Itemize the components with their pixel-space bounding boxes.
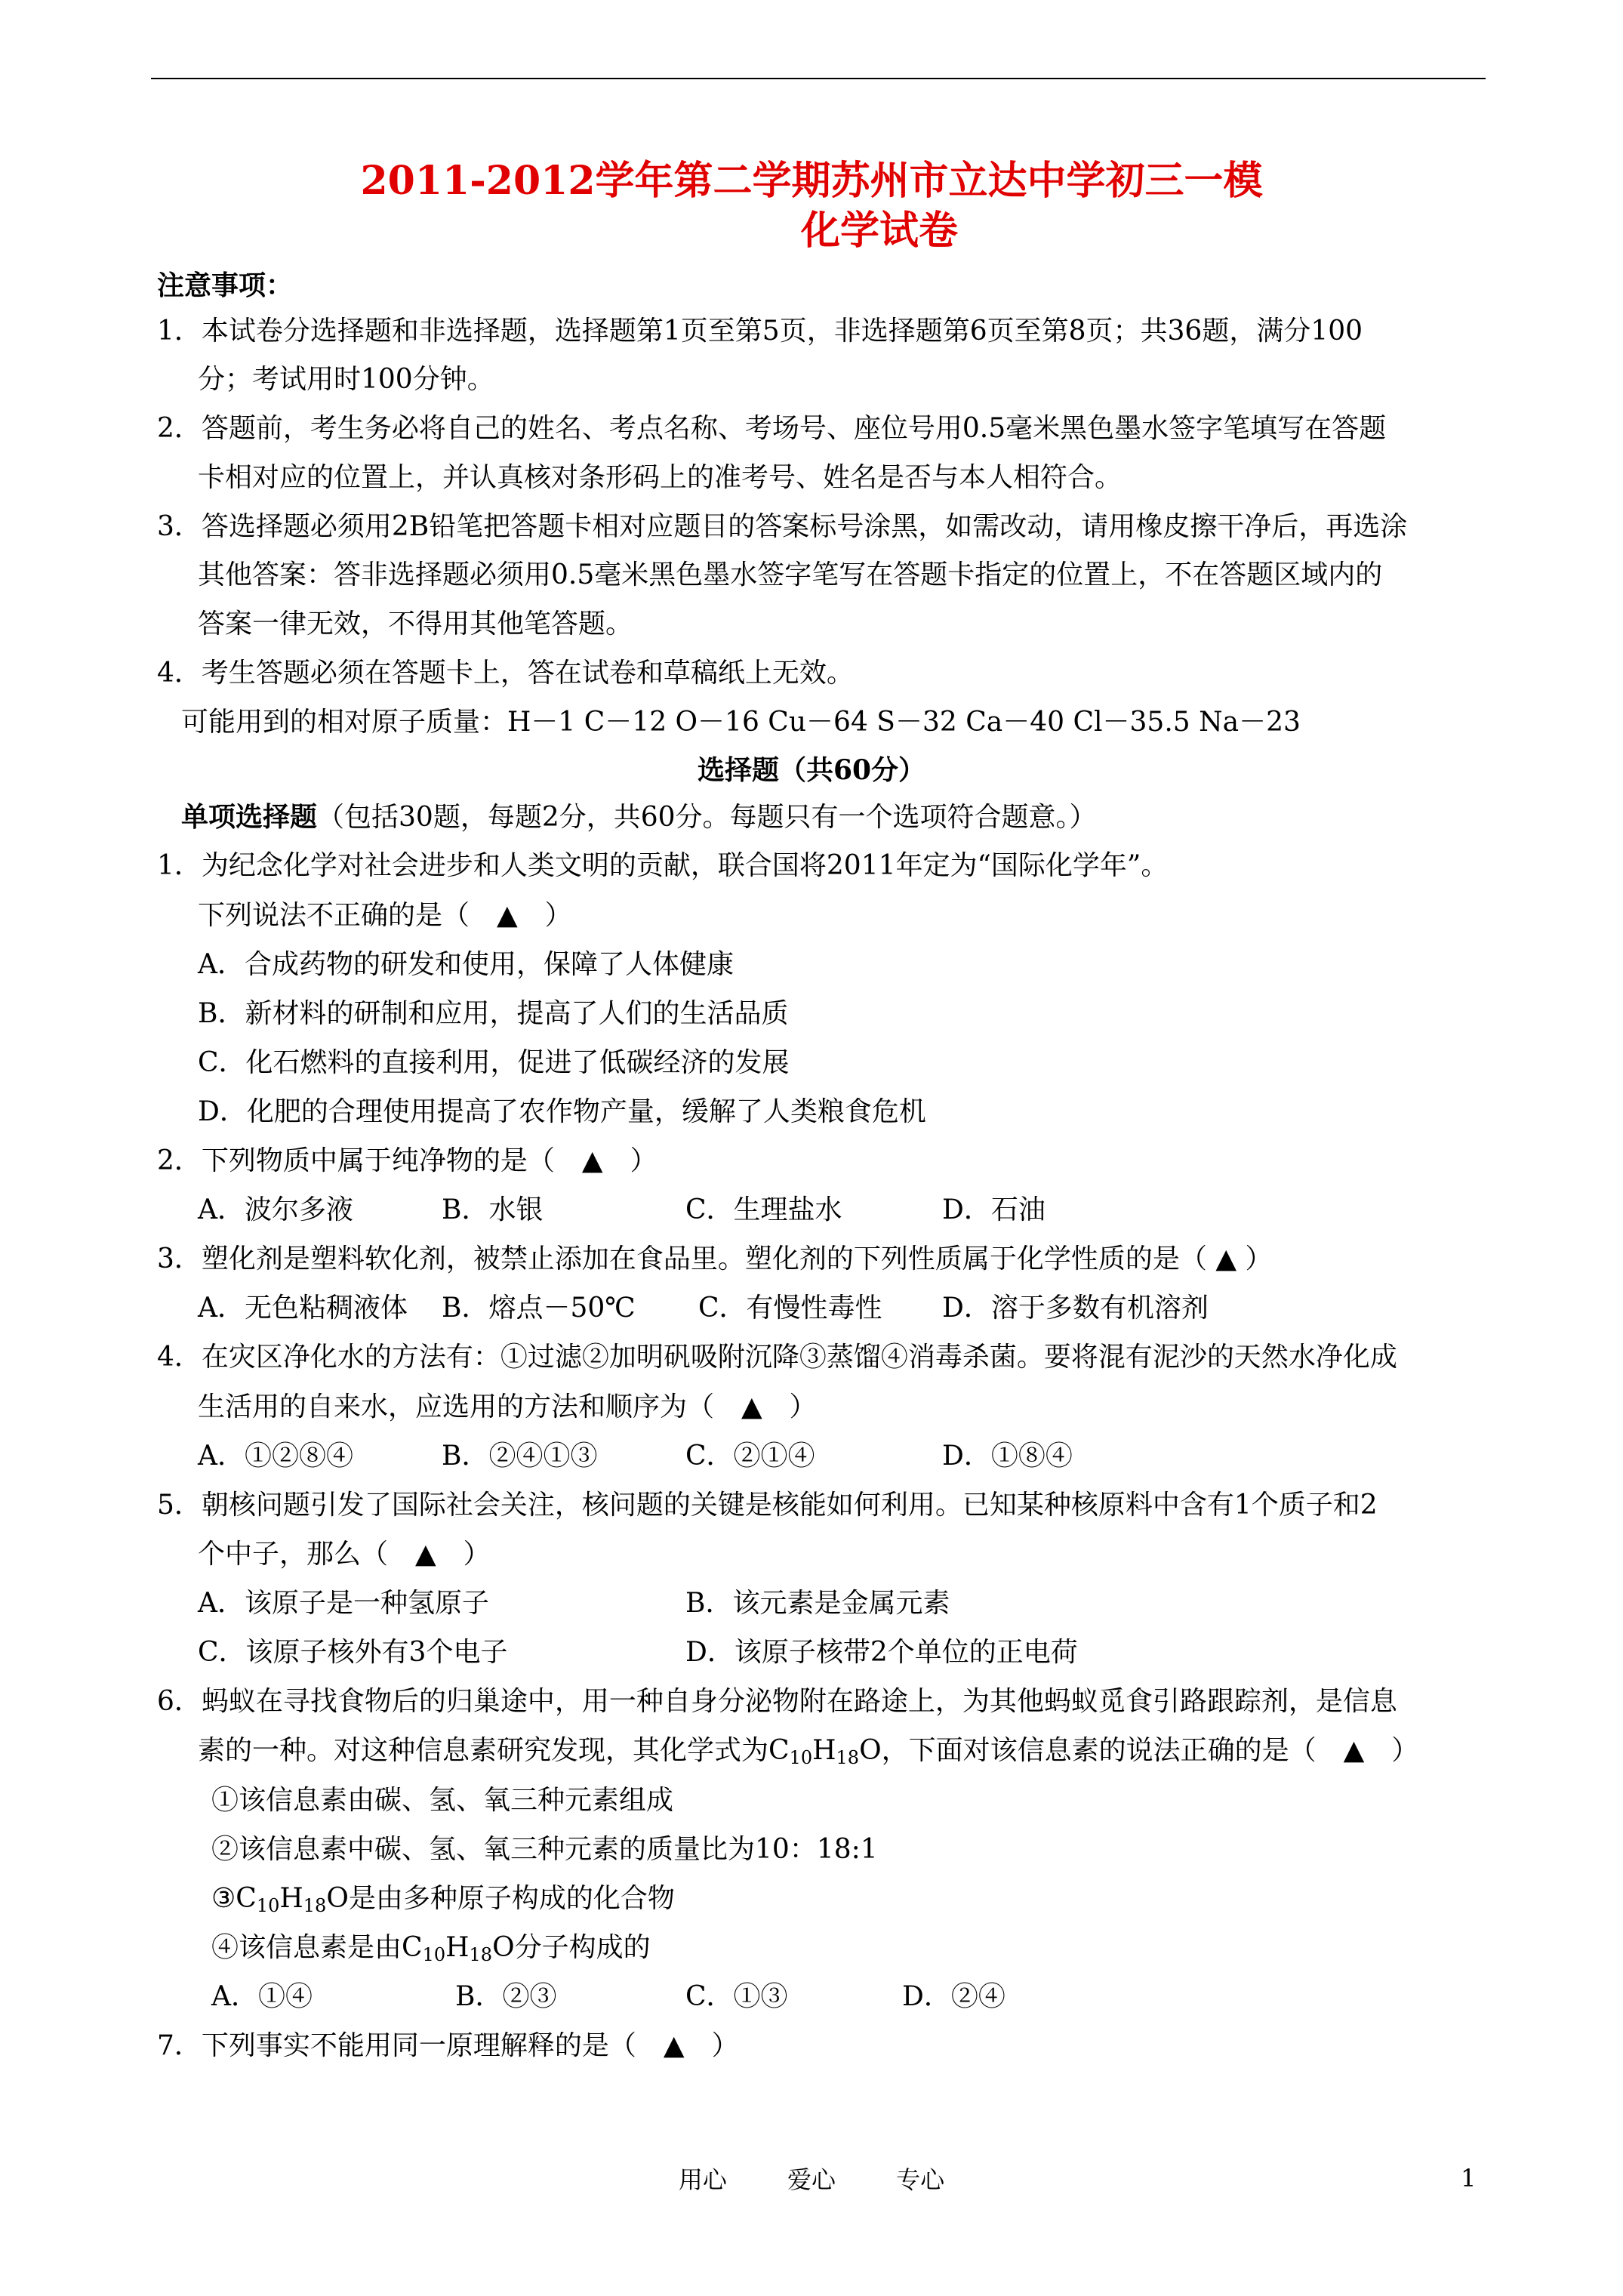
- q3-option-a: A．无色粘稠液体: [198, 1293, 408, 1324]
- q1-stem-line-2: 下列说法不正确的是（ ▲ ）: [198, 900, 572, 931]
- q1-option-a: A．合成药物的研发和使用，保障了人体健康: [198, 949, 734, 980]
- q3-option-c: C．有慢性毒性: [698, 1293, 882, 1324]
- section-intro: [181, 800, 1097, 834]
- q2-stem: 2．下列物质中属于纯净物的是（ ▲ ）: [157, 1145, 658, 1176]
- notice-3-line-2: 其他答案：答非选择题必须用0.5毫米黑色墨水签字笔写在答题卡指定的位置上，不在答题区域内的: [198, 559, 1383, 590]
- notice-2-line-2: 卡相对应的位置上，并认真核对条形码上的准考号、姓名是否与本人相符合。: [198, 462, 1123, 493]
- q6-stem-post: ，下面对该信息素的说法正确的是（ ▲ ）: [881, 1735, 1419, 1766]
- chemical-formula: $C_{10}H_{18}O$: [236, 1883, 349, 1916]
- q6-statement-4: ④该信息素是由$C_{10}H_{18}O$分子构成的: [211, 1932, 651, 1965]
- chemical-formula: $C_{10}H_{18}O$: [768, 1735, 882, 1768]
- q6-stem-line-2: [198, 1734, 1418, 1767]
- q4-stem-line-2: 生活用的自来水，应选用的方法和顺序为（ ▲ ）: [198, 1391, 817, 1422]
- q4-option-d: D．①⑧④: [942, 1441, 1073, 1472]
- q6-stem-line-1: 6．蚂蚁在寻找食物后的归巢途中，用一种自身分泌物附在路途上，为其他蚂蚁觅食引路跟踪剂，是信息: [157, 1686, 1397, 1717]
- q7-stem: 7．下列事实不能用同一原理解释的是（ ▲ ）: [157, 2030, 739, 2061]
- q5-option-a: A．该原子是一种氢原子: [198, 1588, 489, 1619]
- q5-option-c: C．该原子核外有3个电子: [198, 1637, 508, 1668]
- q6-option-c: C．①③: [685, 1981, 788, 2012]
- page-number: 1: [1461, 2164, 1477, 2193]
- q4-option-b: B．②④①③: [442, 1441, 598, 1472]
- q5-option-d: D．该原子核带2个单位的正电荷: [685, 1637, 1078, 1668]
- q3-stem: 3．塑化剂是塑料软化剂，被禁止添加在食品里。塑化剂的下列性质属于化学性质的是（ ▲ ）: [157, 1244, 1273, 1274]
- header-rule: [151, 78, 1486, 79]
- q3-option-b: B．熔点－50℃: [442, 1293, 636, 1324]
- q6-statement-3: $③C_{10}H_{18}O$是由多种原子构成的化合物: [211, 1883, 675, 1916]
- q3-option-d: D．溶于多数有机溶剂: [942, 1293, 1209, 1324]
- notice-2-line-1: 2．答题前，考生务必将自己的姓名、考点名称、考场号、座位号用0.5毫米黑色墨水签字笔填写在答题: [157, 413, 1387, 444]
- atomic-masses: 可能用到的相对原子质量：H－1 C－12 O－16 Cu－64 S－32 Ca－40 Cl－35.5 Na－23: [181, 707, 1301, 738]
- q2-option-d: D．石油: [942, 1194, 1046, 1225]
- exam-title: 2011-2012学年第二学期苏州市立达中学初三一模: [360, 158, 1263, 204]
- q6-option-a: A．①④: [211, 1981, 313, 2012]
- q1-option-b: B．新材料的研制和应用，提高了人们的生活品质: [198, 998, 789, 1029]
- q6-statement-1: ①该信息素由碳、氢、氧三种元素组成: [211, 1785, 674, 1816]
- notice-3-line-3: 答案一律无效，不得用其他笔答题。: [198, 609, 633, 639]
- q1-stem-line-1: 1．为纪念化学对社会进步和人类文明的贡献，联合国将2011年定为“国际化学年”。: [157, 850, 1169, 881]
- footer-motto: 用心 爱心 专心: [678, 2165, 945, 2194]
- q4-stem-line-1: 4．在灾区净化水的方法有：①过滤②加明矾吸附沉降③蒸馏④消毒杀菌。要将混有泥沙的天然水净化成: [157, 1342, 1397, 1373]
- q4-option-a: A．①②⑧④: [198, 1441, 353, 1472]
- notice-4: 4．考生答题必须在答题卡上，答在试卷和草稿纸上无效。: [157, 658, 854, 689]
- notice-1-line-2: 分；考试用时100分钟。: [198, 364, 494, 395]
- notice-1-line-1: 1．本试卷分选择题和非选择题，选择题第1页至第5页，非选择题第6页至第8页；共36题，满分100: [157, 316, 1363, 347]
- q6-option-d: D．②④: [902, 1981, 1006, 2012]
- q1-option-c: C．化石燃料的直接利用，促进了低碳经济的发展: [198, 1047, 790, 1078]
- q4-option-c: C．②①④: [685, 1441, 815, 1472]
- chemical-formula: $C_{10}H_{18}O$: [402, 1932, 515, 1965]
- exam-subtitle: 化学试卷: [800, 208, 958, 254]
- q1-option-d: D．化肥的合理使用提高了农作物产量，缓解了人类粮食危机: [198, 1096, 926, 1127]
- q6-stem-pre: 素的一种。对这种信息素研究发现，其化学式为: [198, 1735, 769, 1766]
- q2-option-c: C．生理盐水: [685, 1194, 842, 1225]
- section-title: 选择题（共60分）: [697, 754, 926, 786]
- q5-option-b: B．该元素是金属元素: [685, 1588, 950, 1619]
- section-intro-label: 单项选择题: [181, 801, 318, 833]
- q6-option-b: B．②③: [455, 1981, 557, 2012]
- q5-stem-line-1: 5．朝核问题引发了国际社会关注，核问题的关键是核能如何利用。已知某种核原料中含有1个质子和2: [157, 1490, 1378, 1521]
- q5-stem-line-2: 个中子，那么（ ▲ ）: [198, 1539, 491, 1570]
- q2-option-b: B．水银: [442, 1194, 544, 1225]
- section-intro-text: （包括30题，每题2分，共60分。每题只有一个选项符合题意。）: [317, 802, 1097, 833]
- notice-heading: 注意事项：: [157, 270, 294, 301]
- q2-option-a: A．波尔多液: [198, 1194, 353, 1225]
- q6-statement-2: ②该信息素中碳、氢、氧三种元素的质量比为10：18:1: [211, 1834, 878, 1865]
- notice-3-line-1: 3．答选择题必须用2B铅笔把答题卡相对应题目的答案标号涂黑，如需改动，请用橡皮擦干净后，再选涂: [157, 511, 1408, 542]
